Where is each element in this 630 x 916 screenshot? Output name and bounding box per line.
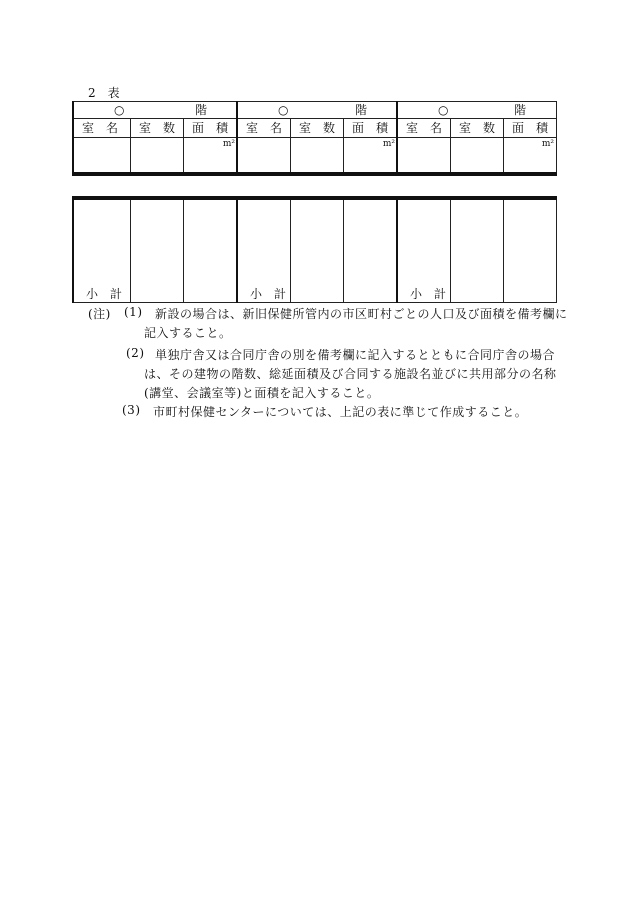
note-line: 新設の場合は、新旧保健所管内の市区町村ごとの人口及び面積を備考欄に (155, 307, 568, 321)
column-header: 室 数 (450, 118, 504, 138)
data-cell (183, 196, 238, 303)
floor-header (237, 101, 398, 119)
floor-number-placeholder: ○ (278, 103, 289, 117)
group-divider (72, 196, 74, 303)
data-cell (130, 137, 184, 175)
note-line: 記入すること。 (144, 326, 232, 340)
column-header: 面 積 (343, 118, 398, 138)
column-header: 室 名 (397, 118, 451, 138)
floor-label: 階 (513, 103, 526, 117)
column-header: 室 名 (73, 118, 131, 138)
subtotal-cell (237, 196, 291, 303)
subtotal-label: 小 計 (250, 287, 287, 301)
note-line: 単独庁舎又は合同庁舎の別を備考欄に記入するとともに合同庁舎の場合 (155, 348, 556, 362)
data-cell (290, 137, 344, 175)
floor-number-placeholder: ○ (114, 103, 125, 117)
note-number: (2) (126, 346, 145, 360)
data-cell (130, 196, 184, 303)
subtotal-label: 小 計 (410, 287, 447, 301)
subtotal-cell (73, 196, 131, 303)
thick-rule (73, 196, 557, 200)
floor-label: 階 (194, 103, 207, 117)
data-cell (450, 137, 504, 175)
floor-number-placeholder: ○ (438, 103, 449, 117)
note-line: は、その建物の階数、総延面積及び合同する施設名並びに共用部分の名称 (144, 367, 557, 381)
note-line: (講堂、会議室等)と面積を記入すること。 (144, 386, 380, 400)
floor-header (397, 101, 557, 119)
column-header: 室 数 (130, 118, 184, 138)
subtotal-label: 小 計 (86, 287, 123, 301)
data-cell (450, 196, 504, 303)
floor-header (73, 101, 238, 119)
data-cell (183, 137, 238, 175)
column-header: 面 積 (183, 118, 238, 138)
column-header: 面 積 (503, 118, 557, 138)
table-title: 2 表 (88, 86, 120, 100)
floor-label: 階 (354, 103, 367, 117)
group-divider (396, 101, 398, 176)
thick-rule (73, 172, 557, 176)
data-cell (290, 196, 344, 303)
data-cell (343, 137, 398, 175)
unit-label: m² (541, 139, 554, 149)
column-header: 室 名 (237, 118, 291, 138)
data-cell (503, 196, 557, 303)
data-cell (73, 137, 131, 175)
unit-label: m² (382, 139, 395, 149)
note-line: 市町村保健センターについては、上記の表に準じて作成すること。 (153, 405, 528, 419)
group-divider (236, 196, 238, 303)
notes-prefix: (注) (88, 307, 111, 321)
column-header: 室 数 (290, 118, 344, 138)
data-cell (503, 137, 557, 175)
group-divider (72, 101, 74, 176)
data-cell (237, 137, 291, 175)
note-number: (3) (122, 403, 141, 417)
note-number: (1) (124, 305, 143, 319)
data-cell (397, 137, 451, 175)
subtotal-cell (397, 196, 451, 303)
group-divider (236, 101, 238, 176)
group-divider (396, 196, 398, 303)
data-cell (343, 196, 398, 303)
unit-label: m² (222, 139, 235, 149)
